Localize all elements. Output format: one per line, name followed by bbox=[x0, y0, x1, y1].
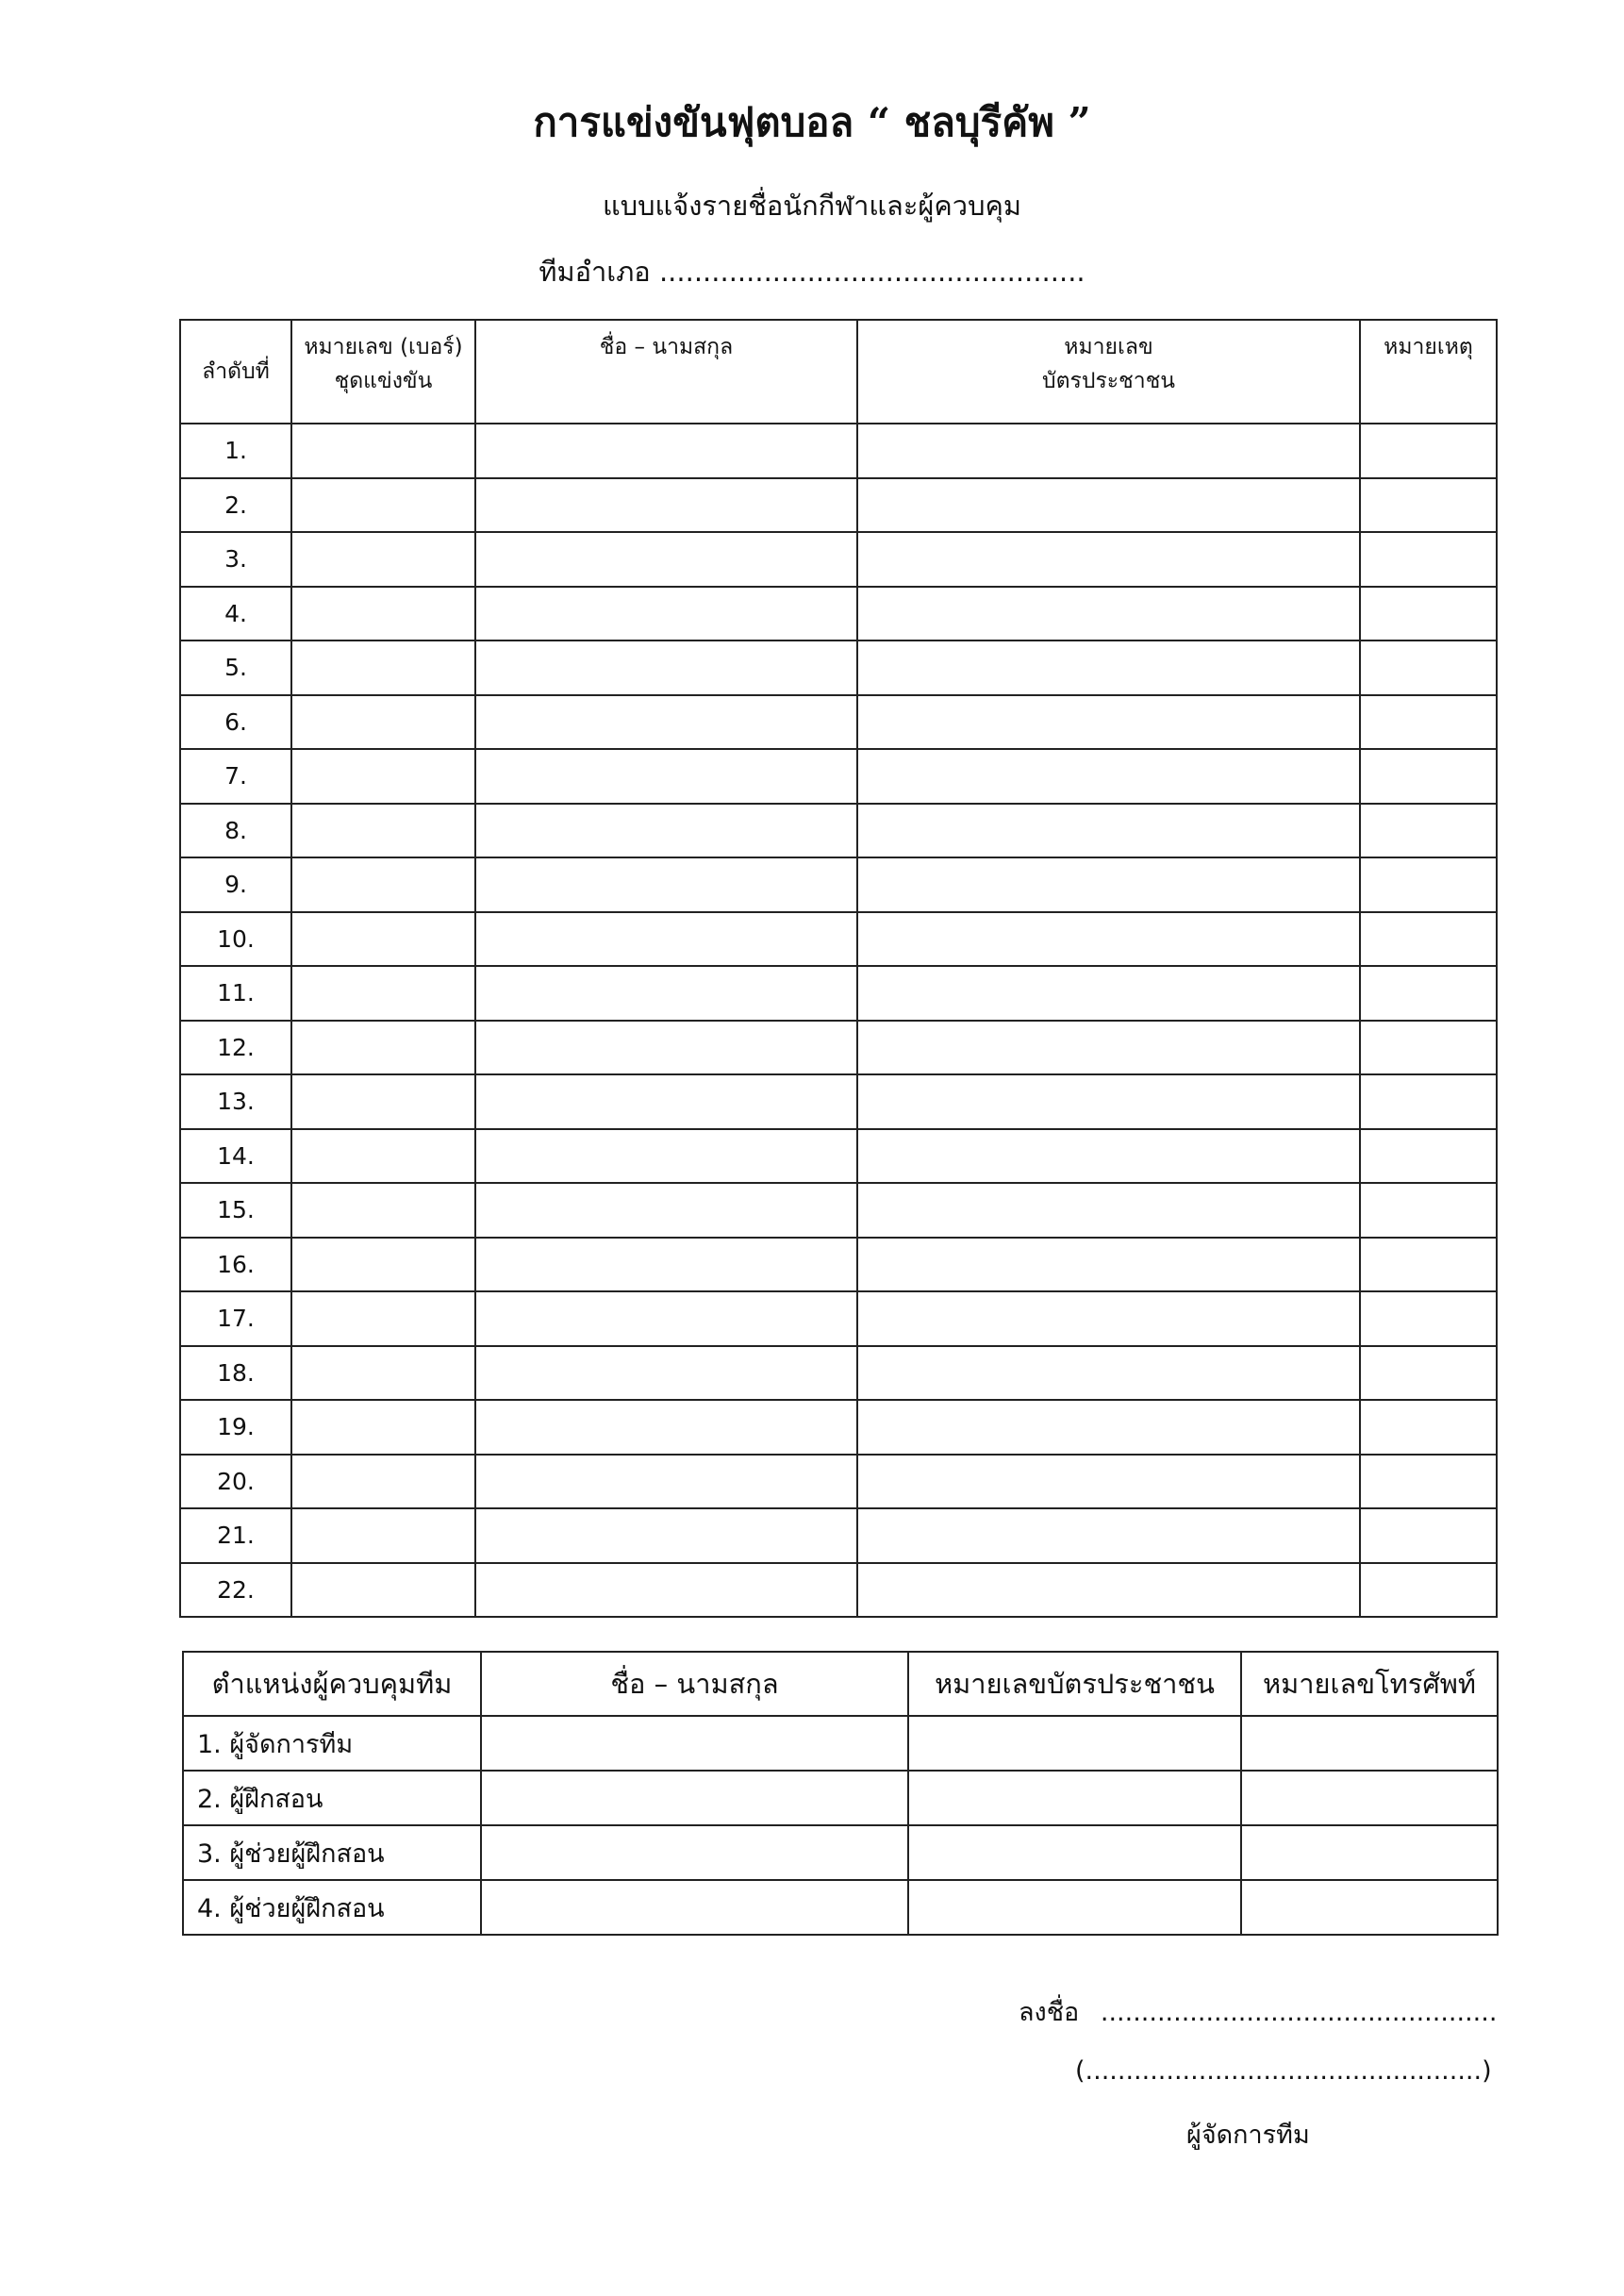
player-order-cell: 20. bbox=[180, 1455, 291, 1509]
player-remark-cell[interactable] bbox=[1360, 695, 1497, 750]
header-order: ลำดับที่ bbox=[180, 320, 291, 424]
player-shirt-cell[interactable] bbox=[291, 1021, 475, 1075]
staff-position-cell: 3. ผู้ช่วยผู้ฝึกสอน bbox=[183, 1825, 481, 1880]
player-id-cell[interactable] bbox=[857, 532, 1360, 587]
player-remark-cell[interactable] bbox=[1360, 1021, 1497, 1075]
player-order-cell: 1. bbox=[180, 424, 291, 478]
player-shirt-cell[interactable] bbox=[291, 641, 475, 695]
team-name-field[interactable]: ................................................. bbox=[658, 256, 1085, 288]
signature-name-field[interactable]: (.................................................) bbox=[1075, 2056, 1492, 2086]
player-order-cell: 7. bbox=[180, 749, 291, 804]
player-remark-cell[interactable] bbox=[1360, 1074, 1497, 1129]
player-remark-cell[interactable] bbox=[1360, 641, 1497, 695]
player-name-cell[interactable] bbox=[475, 912, 857, 967]
player-order-cell: 6. bbox=[180, 695, 291, 750]
player-id-cell[interactable] bbox=[857, 1074, 1360, 1129]
player-name-cell[interactable] bbox=[475, 1021, 857, 1075]
player-row bbox=[180, 478, 1497, 533]
player-remark-cell[interactable] bbox=[1360, 1129, 1497, 1184]
player-order-cell: 14. bbox=[180, 1129, 291, 1184]
player-id-cell[interactable] bbox=[857, 1346, 1360, 1401]
header-name: ชื่อ – นามสกุล bbox=[475, 320, 857, 424]
player-row bbox=[180, 749, 1497, 804]
player-shirt-cell[interactable] bbox=[291, 1508, 475, 1563]
player-order-cell: 5. bbox=[180, 641, 291, 695]
player-name-cell[interactable] bbox=[475, 1563, 857, 1618]
player-order-cell: 8. bbox=[180, 804, 291, 858]
player-name-cell[interactable] bbox=[475, 587, 857, 641]
player-id-cell[interactable] bbox=[857, 1183, 1360, 1238]
staff-phone-cell[interactable] bbox=[1241, 1716, 1498, 1771]
player-name-cell[interactable] bbox=[475, 1455, 857, 1509]
player-remark-cell[interactable] bbox=[1360, 1291, 1497, 1346]
player-id-cell[interactable] bbox=[857, 641, 1360, 695]
player-remark-cell[interactable] bbox=[1360, 804, 1497, 858]
player-remark-cell[interactable] bbox=[1360, 912, 1497, 967]
form-title: การแข่งขันฟุตบอล “ ชลบุรีคัพ ” bbox=[533, 99, 1091, 145]
player-name-cell[interactable] bbox=[475, 424, 857, 478]
staff-phone-cell[interactable] bbox=[1241, 1771, 1498, 1825]
player-row bbox=[180, 641, 1497, 695]
player-id-cell[interactable] bbox=[857, 804, 1360, 858]
header-staff-id: หมายเลขบัตรประชาชน bbox=[908, 1652, 1241, 1716]
player-name-cell[interactable] bbox=[475, 1291, 857, 1346]
player-id-cell[interactable] bbox=[857, 1508, 1360, 1563]
signature-line bbox=[1019, 1994, 1497, 2032]
player-shirt-cell[interactable] bbox=[291, 1129, 475, 1184]
staff-phone-cell[interactable] bbox=[1241, 1880, 1498, 1935]
signature-field[interactable]: ................................................. bbox=[1100, 1998, 1498, 2027]
player-row bbox=[180, 1183, 1497, 1238]
player-order-cell: 2. bbox=[180, 478, 291, 533]
staff-id-cell[interactable] bbox=[908, 1771, 1241, 1825]
staff-id-cell[interactable] bbox=[908, 1880, 1241, 1935]
header-staff-position: ตำแหน่งผู้ควบคุมทีม bbox=[183, 1652, 481, 1716]
player-id-cell[interactable] bbox=[857, 1291, 1360, 1346]
player-remark-cell[interactable] bbox=[1360, 1455, 1497, 1509]
player-name-cell[interactable] bbox=[475, 857, 857, 912]
player-order-cell: 16. bbox=[180, 1238, 291, 1292]
player-remark-cell[interactable] bbox=[1360, 587, 1497, 641]
player-id-cell[interactable] bbox=[857, 695, 1360, 750]
player-shirt-cell[interactable] bbox=[291, 1346, 475, 1401]
team-label: ทีมอำเภอ bbox=[539, 256, 651, 288]
player-shirt-cell[interactable] bbox=[291, 749, 475, 804]
staff-name-cell[interactable] bbox=[481, 1880, 908, 1935]
staff-id-cell[interactable] bbox=[908, 1825, 1241, 1880]
player-row bbox=[180, 1129, 1497, 1184]
player-shirt-cell[interactable] bbox=[291, 1400, 475, 1455]
player-shirt-cell[interactable] bbox=[291, 1074, 475, 1129]
staff-position-cell: 2. ผู้ฝึกสอน bbox=[183, 1771, 481, 1825]
player-name-cell[interactable] bbox=[475, 1346, 857, 1401]
staff-table bbox=[182, 1651, 1499, 1936]
player-remark-cell[interactable] bbox=[1360, 424, 1497, 478]
player-order-cell: 13. bbox=[180, 1074, 291, 1129]
staff-row bbox=[183, 1880, 1498, 1935]
player-name-cell[interactable] bbox=[475, 1508, 857, 1563]
player-name-cell[interactable] bbox=[475, 1183, 857, 1238]
player-order-cell: 10. bbox=[180, 912, 291, 967]
header-id-card bbox=[857, 320, 1360, 424]
player-name-cell[interactable] bbox=[475, 641, 857, 695]
player-order-cell: 19. bbox=[180, 1400, 291, 1455]
player-name-cell[interactable] bbox=[475, 1400, 857, 1455]
player-row bbox=[180, 1074, 1497, 1129]
player-shirt-cell[interactable] bbox=[291, 532, 475, 587]
player-id-cell[interactable] bbox=[857, 749, 1360, 804]
player-order-cell: 3. bbox=[180, 532, 291, 587]
player-shirt-cell[interactable] bbox=[291, 912, 475, 967]
player-remark-cell[interactable] bbox=[1360, 1563, 1497, 1618]
header-remark: หมายเหตุ bbox=[1360, 320, 1497, 424]
player-order-cell: 15. bbox=[180, 1183, 291, 1238]
form-subtitle: แบบแจ้งรายชื่อนักกีฬาและผู้ควบคุม bbox=[603, 190, 1021, 222]
staff-phone-cell[interactable] bbox=[1241, 1825, 1498, 1880]
player-shirt-cell[interactable] bbox=[291, 1563, 475, 1618]
player-row bbox=[180, 532, 1497, 587]
player-id-cell[interactable] bbox=[857, 1400, 1360, 1455]
player-remark-cell[interactable] bbox=[1360, 1346, 1497, 1401]
player-remark-cell[interactable] bbox=[1360, 1508, 1497, 1563]
player-order-cell: 18. bbox=[180, 1346, 291, 1401]
player-remark-cell[interactable] bbox=[1360, 749, 1497, 804]
player-order-cell: 11. bbox=[180, 966, 291, 1021]
player-remark-cell[interactable] bbox=[1360, 1238, 1497, 1292]
player-id-cell[interactable] bbox=[857, 966, 1360, 1021]
header-id-line1: หมายเลข bbox=[1064, 335, 1153, 359]
player-id-cell[interactable] bbox=[857, 478, 1360, 533]
staff-name-cell[interactable] bbox=[481, 1825, 908, 1880]
player-row bbox=[180, 424, 1497, 478]
staff-header-row bbox=[183, 1652, 1498, 1716]
staff-row bbox=[183, 1716, 1498, 1771]
player-remark-cell[interactable] bbox=[1360, 857, 1497, 912]
player-row bbox=[180, 857, 1497, 912]
header-shirt-line2: ชุดแข่งขัน bbox=[334, 369, 433, 393]
player-row bbox=[180, 966, 1497, 1021]
staff-position-cell: 4. ผู้ช่วยผู้ฝึกสอน bbox=[183, 1880, 481, 1935]
player-row bbox=[180, 1021, 1497, 1075]
player-id-cell[interactable] bbox=[857, 1563, 1360, 1618]
player-shirt-cell[interactable] bbox=[291, 857, 475, 912]
player-name-cell[interactable] bbox=[475, 1129, 857, 1184]
player-name-cell[interactable] bbox=[475, 695, 857, 750]
header-staff-phone: หมายเลขโทรศัพท์ bbox=[1241, 1652, 1498, 1716]
player-shirt-cell[interactable] bbox=[291, 1238, 475, 1292]
player-shirt-cell[interactable] bbox=[291, 1291, 475, 1346]
player-name-cell[interactable] bbox=[475, 966, 857, 1021]
player-id-cell[interactable] bbox=[857, 912, 1360, 967]
player-row bbox=[180, 1346, 1497, 1401]
player-shirt-cell[interactable] bbox=[291, 478, 475, 533]
player-name-cell[interactable] bbox=[475, 1074, 857, 1129]
player-remark-cell[interactable] bbox=[1360, 478, 1497, 533]
player-shirt-cell[interactable] bbox=[291, 1183, 475, 1238]
header-shirt-line1: หมายเลข (เบอร์) bbox=[304, 335, 463, 359]
player-shirt-cell[interactable] bbox=[291, 804, 475, 858]
player-id-cell[interactable] bbox=[857, 1238, 1360, 1292]
player-row bbox=[180, 587, 1497, 641]
player-order-cell: 9. bbox=[180, 857, 291, 912]
player-id-cell[interactable] bbox=[857, 424, 1360, 478]
player-name-cell[interactable] bbox=[475, 532, 857, 587]
player-id-cell[interactable] bbox=[857, 1455, 1360, 1509]
player-shirt-cell[interactable] bbox=[291, 695, 475, 750]
player-row bbox=[180, 804, 1497, 858]
player-order-cell: 17. bbox=[180, 1291, 291, 1346]
header-id-line2: บัตรประชาชน bbox=[1041, 369, 1176, 393]
staff-name-cell[interactable] bbox=[481, 1716, 908, 1771]
players-header-row bbox=[180, 320, 1497, 424]
player-name-cell[interactable] bbox=[475, 1238, 857, 1292]
player-order-cell: 12. bbox=[180, 1021, 291, 1075]
staff-position-cell: 1. ผู้จัดการทีม bbox=[183, 1716, 481, 1771]
staff-name-cell[interactable] bbox=[481, 1771, 908, 1825]
player-remark-cell[interactable] bbox=[1360, 1183, 1497, 1238]
staff-row bbox=[183, 1771, 1498, 1825]
player-shirt-cell[interactable] bbox=[291, 587, 475, 641]
signature-role: ผู้จัดการทีม bbox=[1186, 2121, 1310, 2150]
player-row bbox=[180, 1455, 1497, 1509]
player-remark-cell[interactable] bbox=[1360, 966, 1497, 1021]
player-order-cell: 4. bbox=[180, 587, 291, 641]
player-name-cell[interactable] bbox=[475, 804, 857, 858]
player-shirt-cell[interactable] bbox=[291, 1455, 475, 1509]
player-id-cell[interactable] bbox=[857, 1021, 1360, 1075]
player-row bbox=[180, 695, 1497, 750]
player-row bbox=[180, 1563, 1497, 1618]
player-name-cell[interactable] bbox=[475, 478, 857, 533]
staff-row bbox=[183, 1825, 1498, 1880]
player-row bbox=[180, 1508, 1497, 1563]
player-shirt-cell[interactable] bbox=[291, 424, 475, 478]
player-order-cell: 22. bbox=[180, 1563, 291, 1618]
player-id-cell[interactable] bbox=[857, 857, 1360, 912]
players-table bbox=[179, 319, 1498, 1618]
staff-id-cell[interactable] bbox=[908, 1716, 1241, 1771]
header-shirt-number bbox=[291, 320, 475, 424]
player-shirt-cell[interactable] bbox=[291, 966, 475, 1021]
player-order-cell: 21. bbox=[180, 1508, 291, 1563]
player-name-cell[interactable] bbox=[475, 749, 857, 804]
player-id-cell[interactable] bbox=[857, 1129, 1360, 1184]
player-remark-cell[interactable] bbox=[1360, 1400, 1497, 1455]
player-id-cell[interactable] bbox=[857, 587, 1360, 641]
player-row bbox=[180, 1400, 1497, 1455]
player-row bbox=[180, 1238, 1497, 1292]
header-staff-name: ชื่อ – นามสกุล bbox=[481, 1652, 908, 1716]
player-remark-cell[interactable] bbox=[1360, 532, 1497, 587]
team-line bbox=[0, 253, 1624, 291]
player-row bbox=[180, 912, 1497, 967]
signature-label: ลงชื่อ bbox=[1019, 1998, 1080, 2027]
player-row bbox=[180, 1291, 1497, 1346]
